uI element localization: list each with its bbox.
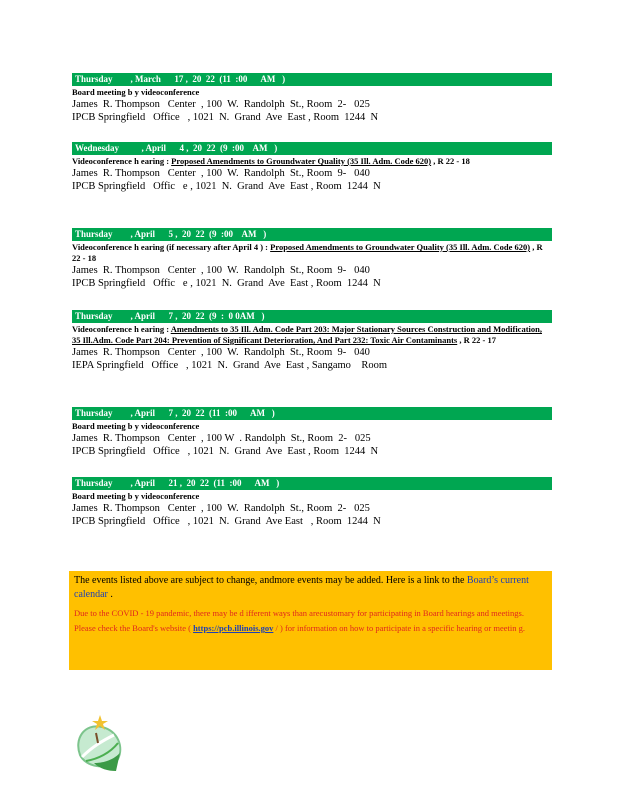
event-description <box>72 324 552 346</box>
notice-covid-end: / ) for information on how to participate in a specific hearing or meetin g. <box>273 623 526 633</box>
event-3 <box>72 228 552 290</box>
event-description-link[interactable]: Proposed Amendments to Groundwater Quality (35 Ill. Adm. Code 620) <box>270 242 531 252</box>
notice-intro-text: The events listed above are subject to change, andmore events may be added. Here is a link to the <box>74 575 467 586</box>
leaf-logo-icon <box>72 713 126 773</box>
event-docket: , R 22 - 18 <box>72 242 543 263</box>
event-description <box>72 87 552 98</box>
notice-covid <box>74 606 547 636</box>
event-5 <box>72 407 552 458</box>
event-description-text: Videoconference h earing : <box>72 156 172 166</box>
covid-notice-box <box>69 571 552 670</box>
event-description-link[interactable]: Proposed Amendments to Groundwater Quality (35 Ill. Adm. Code 620) <box>171 156 432 166</box>
event-description-text: Board meeting b y videoconference <box>72 421 200 431</box>
event-location-springfield: IPCB Springfield Office , 1021 N. Grand Ave East , Room 1244 N <box>72 516 381 527</box>
event-datetime: Thursday , April 5 , 20 22 (9 :00 AM ) <box>72 228 552 241</box>
notice-covid-text: Due to the COVID - 19 pandemic, there may be d ifferent ways than arecustomary for participating in Board hearings and meetings. Please check the Board's website ( <box>74 608 524 633</box>
event-1 <box>72 73 552 124</box>
event-location-chicago: James R. Thompson Center , 100 W. Randolph St., Room 9- 040 <box>72 168 370 179</box>
event-description-link[interactable]: Amendments to 35 Ill. Adm. Code Part 203: Major Stationary Sources Construction and Modification, 35 Ill.Adm. Code Part 204: Prevention of Significant Deterioration, And Part 232: Toxic Air Contaminants <box>72 324 543 345</box>
event-description-text: Board meeting b y videoconference <box>72 87 200 97</box>
board-website-link[interactable]: https://pcb.illinois.gov <box>193 623 274 633</box>
event-datetime: Thursday , April 7 , 20 22 (9 : 0 0AM ) <box>72 310 552 323</box>
event-location-springfield: IPCB Springfield Offic e , 1021 N. Grand Ave East , Room 1244 N <box>72 181 381 192</box>
event-description-text: Board meeting b y videoconference <box>72 491 200 501</box>
event-docket: , R 22 - 18 <box>431 156 470 166</box>
event-6 <box>72 477 552 528</box>
event-datetime: Thursday , April 21 , 20 22 (11 :00 AM ) <box>72 477 552 490</box>
event-location-springfield: IEPA Springfield Office , 1021 N. Grand Ave East , Sangamo Room <box>72 360 388 371</box>
event-location-springfield: IPCB Springfield Office , 1021 N. Grand Ave East , Room 1244 N <box>72 446 379 457</box>
event-description <box>72 156 552 167</box>
event-description <box>72 242 552 264</box>
event-datetime: Thursday , March 17 , 20 22 (11 :00 AM ) <box>72 73 552 86</box>
event-description-text: Videoconference h earing : <box>72 324 171 334</box>
event-description-text: Videoconference h earing (if necessary after April 4 ) : <box>72 242 271 252</box>
event-description <box>72 491 552 502</box>
event-datetime: Thursday , April 7 , 20 22 (11 :00 AM ) <box>72 407 552 420</box>
event-location-chicago: James R. Thompson Center , 100 W. Randolph St., Room 9- 040 <box>72 265 370 276</box>
event-description <box>72 421 552 432</box>
event-4 <box>72 310 552 372</box>
board-calendar-link[interactable]: Board’s current calendar <box>74 575 529 600</box>
notice-intro <box>74 574 547 602</box>
event-location-springfield: IPCB Springfield Offic e , 1021 N. Grand Ave East , Room 1244 N <box>72 278 381 289</box>
event-2 <box>72 142 552 193</box>
event-location-springfield: IPCB Springfield Office , 1021 N. Grand Ave East , Room 1244 N <box>72 112 379 123</box>
event-datetime: Wednesday , April 4 , 20 22 (9 :00 AM ) <box>72 142 552 155</box>
event-location-chicago: James R. Thompson Center , 100 W. Randolph St., Room 2- 025 <box>72 503 370 514</box>
event-location-chicago: James R. Thompson Center , 100 W. Randolph St., Room 2- 025 <box>72 99 370 110</box>
event-docket: , R 22 - 17 <box>457 335 496 345</box>
event-location-chicago: James R. Thompson Center , 100 W. Randolph St., Room 9- 040 <box>72 347 370 358</box>
notice-intro-end: . <box>107 589 113 600</box>
event-location-chicago: James R. Thompson Center , 100 W . Randolph St., Room 2- 025 <box>72 433 371 444</box>
